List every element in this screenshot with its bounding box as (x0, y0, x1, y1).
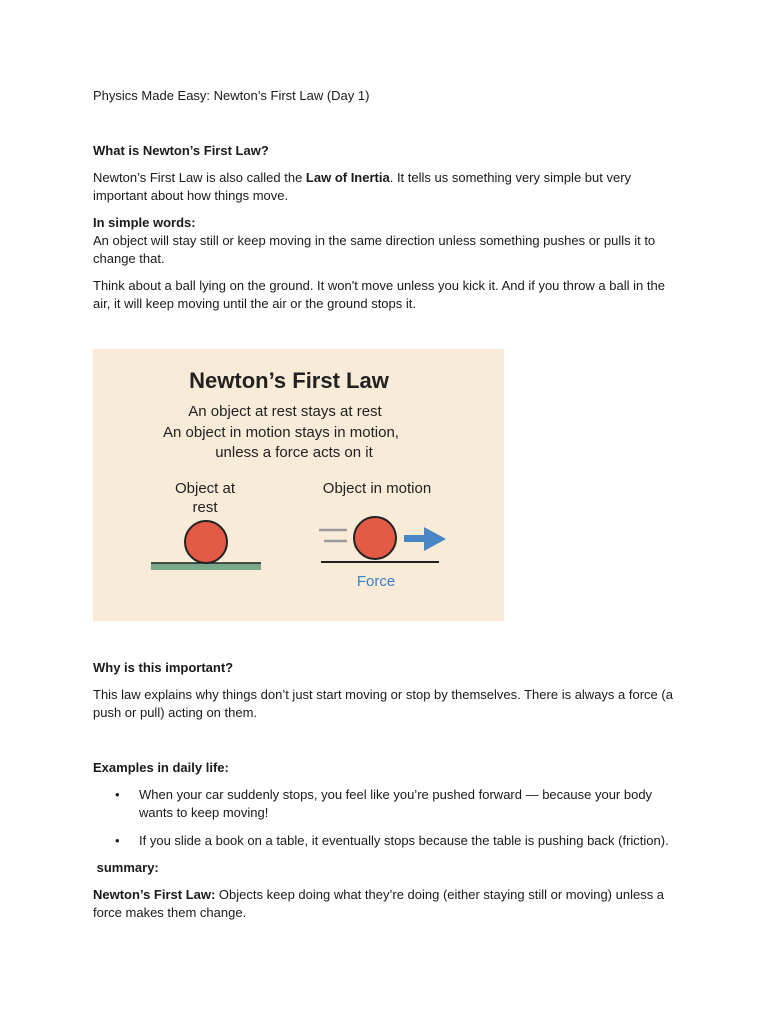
section-heading-what-is: What is Newton’s First Law? (93, 143, 269, 158)
law-of-inertia-term: Law of Inertia (305, 170, 390, 185)
section-heading-examples: Examples in daily life: (93, 760, 229, 775)
intro-text-start: Newton’s First Law is also called the (93, 170, 306, 185)
document-title: Physics Made Easy: Newton’s First Law (Day 1) (93, 88, 370, 103)
rest-label-line-1: Object at (174, 480, 236, 497)
summary-heading: summary: (93, 860, 159, 875)
newtons-first-law-illustration (93, 349, 504, 621)
motion-label: Object in motion (322, 480, 432, 497)
ball-in-motion (354, 517, 396, 559)
force-arrow-icon (404, 527, 446, 551)
summary-text: Objects keep doing what they’re doing (either staying still or moving) unless a force makes them change. (93, 887, 665, 920)
force-label: Force (356, 573, 396, 590)
examples-list (93, 786, 683, 860)
intro-text-end: . It tells us something very simple but very important about how things move. (93, 170, 632, 203)
list-item: • When your car suddenly stops, you feel like you’re pushed forward — because your body wants to keep moving! (139, 786, 683, 822)
why-important-paragraph: This law explains why things don’t just start moving or stop by themselves. There is always a force (a push or pull) acting on them. (93, 687, 673, 720)
figure-line-3: unless a force acts on it (215, 444, 373, 461)
figure-line-1: An object at rest stays at rest (188, 403, 382, 420)
simple-words-text: An object will stay still or keep moving in the same direction unless something pushes or pulls it to change that. (93, 233, 656, 266)
intro-paragraph (93, 169, 683, 205)
summary-lead: Newton’s First Law: (93, 887, 216, 902)
ball-example-paragraph: Think about a ball lying on the ground. It won't move unless you kick it. And if you throw a ball in the air, it will keep moving until the air or the ground stops it. (93, 278, 665, 311)
section-heading-why-important: Why is this important? (93, 660, 234, 675)
simple-words-heading: In simple words: (93, 215, 196, 230)
summary-paragraph (93, 886, 683, 922)
ball-at-rest (185, 521, 227, 563)
figure-title: Newton’s First Law (189, 368, 389, 393)
illustration-svg (93, 349, 504, 621)
rest-label-line-2: rest (192, 499, 218, 516)
ground-rest (151, 563, 261, 570)
figure-line-2: An object in motion stays in motion, (163, 424, 399, 441)
list-item: • If you slide a book on a table, it eventually stops because the table is pushing back (friction). (139, 832, 683, 850)
